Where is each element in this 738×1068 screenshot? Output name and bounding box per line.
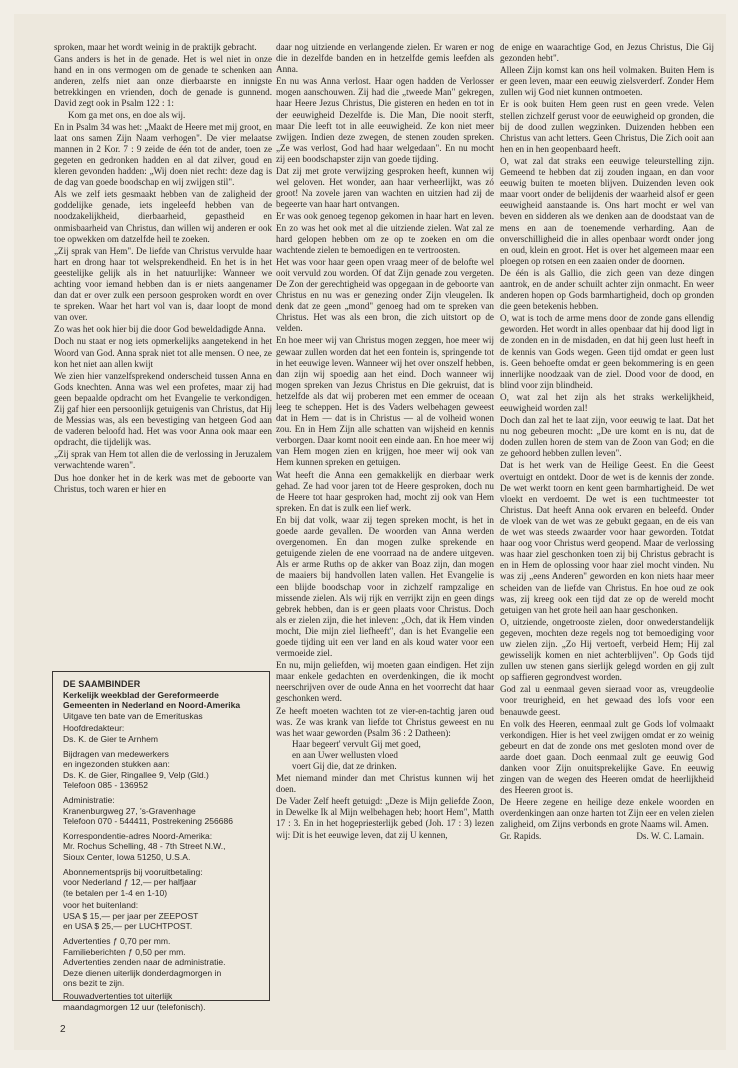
admin-address: Kranenburgweg 27, 's-Gravenhage: [63, 805, 196, 816]
masthead-title: DE SAAMBINDER: [63, 679, 141, 689]
signature-place: Gr. Rapids.: [500, 830, 542, 841]
ads-note: ons bezit te zijn.: [63, 978, 125, 989]
paragraph: En nu was Anna verlost. Haar ogen hadden de Verlosser mogen aanschouwen. Zij had die „tweede Man" gekregen, haar Heere Jezus Christus, Die gisteren en heden en tot in der eeuwigheid Dezelfde is. Die Man, Die nooit sterft, maar Die leeft tot in alle eeuwigheid. Ze kon niet meer zwijgen. Indien deze zwegen, de stenen zouden spreken. „Ze was verlost, God had haar welgedaan". En nu mocht zij een boodschapster zijn van goede tijding.: [276, 76, 494, 164]
paragraph: daar nog uitziende en verlangende zielen. Er waren er nog die in dezelfde banden en in hetzelfde gemis leefden als Anna.: [276, 42, 494, 75]
psalm-verse-line: en aan Uwer wellusten vloed: [292, 749, 398, 760]
paragraph: De één is als Gallio, die zich geen van deze dingen aantrok, en de ander schuilt achter zijn onmacht. En weer anderen hopen op Gods barmhartigheid, doch op gronden die geen betekenis hebben.: [500, 267, 714, 312]
na-address: Sioux Center, Iowa 51250, U.S.A.: [63, 851, 191, 862]
paragraph: En volk des Heeren, eenmaal zult ge Gods lof volmaakt verkondigen. Hier is het veel zwijgen omdat er zo weinig gebeurt en dat de zonde ons met gesloten mond over de aarde doet gaan. Doch eenmaal zult ge eeuwig God danken voor Zijn onuitsprekelijke Gave. En eeuwig zingen van de wegen des Heeren omdat de heerlijkheid des Heeren groot is.: [500, 718, 714, 796]
psalm-quote: Kom ga met ons, en doe als wij.: [68, 109, 186, 120]
paragraph: O, wat is toch de arme mens door de zonde gans ellendig geworden. Het wordt in alles openbaar dat hij dood ligt in de zonden en in de misdaden, en dat hij geen lust heeft in de kennis van Gods wegen. Geen tijd omdat er geen lust is. Geen behoefte omdat er geen bekommering is en geen innerlijke noodzaak van de ziel. Dood voor de dood, en blind voor zijn blindheid.: [500, 313, 714, 390]
paragraph: Wat heeft die Anna een gemakkelijk en dierbaar werk gehad. Ze had voor jaren tot de Heere gesproken, doch nu de Heere tot haar gesproken had, mocht zij ook van Hem spreken. En dat is zulk een lief werk.: [276, 469, 494, 513]
paragraph: God zal u eenmaal geven sieraad voor as, vreugdeolie voor treurigheid, en het gewaad des lofs voor een benauwde geest.: [500, 684, 714, 717]
contrib-label: Bijdragen van medewerkers: [63, 748, 169, 759]
paragraph: Dat is het werk van de Heilige Geest. En die Geest overtuigt en ontdekt. Door de wet is de kennis der zonde. De wet werkt toorn en kent geen barmhartigheid. De wet vloekt en verdoemt. De wet is een tuchtmeester tot Christus. Dat heeft Anna ook ervaren en beleefd. Onder de vloek van de wet was ze gebukt gegaan, en de eis van de wet was steeds zwaarder voor haar geworden. Totdat haar oog voor Christus werd geopend. Maar de verlossing was haar ziel geschonken toen zij bij Christus gebracht is en in Hem de oplossing voor haar ziel mocht vinden. Nu was zij „eens Anderen" geworden en kon niets haar meer scheiden van de liefde van Christus. En hoe oud ze ook was, zij kreeg ook een tijd dat ze op de wereld mocht getuigen van het grote heil aan haar geschonken.: [500, 460, 714, 615]
paragraph: En bij dat volk, waar zij tegen spreken mocht, is het in goede aarde gevallen. De woorden van Anna werden overgenomen. En dan mogen zulke sprekende en getuigende zielen de ene voorraad na de andere uitgeven. Als er arme Ruths op de akker van Boaz zijn, dan mogen de maaiers bij handvollen laten vallen. Het Evangelie is een blijde boodschap voor in zichzelf rampzalige en missende zielen. Als wij rijk en verrijkt zijn en geen dings gebrek hebben, dan is er geen plaats voor Christus. Doch als er zielen zijn, die het inleven: „Och, dat ik Hem vinden mocht, Die mijn ziel liefheeft", dan is het Evangelie een goede tijding uit een ver land en als koud water voor een vermoeide ziel.: [276, 514, 494, 659]
psalm-verse-line: Haar begeert' vervult Gij met goed,: [292, 738, 421, 749]
contrib-address: Ds. K. de Gier, Ringallee 9, Velp (Gld.): [63, 769, 209, 780]
admin-label: Administratie:: [63, 794, 115, 805]
article-column-3: [500, 42, 714, 842]
contrib-label: en ingezonden stukken aan:: [63, 759, 170, 770]
paragraph: Doch nu staat er nog iets opmerkelijks aangetekend in het Woord van God. Anna sprak niet tot alle mensen. O nee, ze kon het niet aan allen kwijt: [54, 336, 272, 369]
na-address: Mr. Rochus Schelling, 48 - 7th Street N.W.,: [63, 841, 226, 852]
admin-phone: Telefoon 070 - 544411, Postrekening 256686: [63, 816, 233, 827]
editor-label: Hoofdredakteur:: [63, 723, 125, 734]
subscription-usa: USA $ 15,— per jaar per ZEEPOST: [63, 910, 199, 921]
subscription-usa: en USA $ 25,— per LUCHTPOST.: [63, 921, 193, 932]
paragraph: „Zij sprak van Hem". De liefde van Christus vervulde haar hart en drong haar tot welsprekendheid. En het is in het geestelijke gelijk als in het natuurlijke: Wanneer we achting voor iemand hebben dan is er niets aangenamer dan dat er over zulk een persoon gesproken wordt en over te spreken. Waar het hart vol van is, daar loopt de mond van over.: [54, 245, 272, 323]
paragraph: O, wat zal het zijn als het straks werkelijkheid, eeuwigheid worden zal!: [500, 391, 714, 413]
paragraph: En nu, mijn geliefden, wij moeten gaan eindigen. Het zijn maar enkele gedachten en overdenkingen, die ik mocht neerschrijven over de oude Anna en het voorrecht dat haar geschonken werd.: [276, 660, 494, 704]
psalm-verse-line: voert Gij die, dat ze drinken.: [292, 761, 397, 771]
paragraph: Ze heeft moeten wachten tot ze vier-en-tachtig jaren oud was. Ze was krank van liefde tot Christus geweest en nu was het waar geworden (Psalm 36 : 2 Datheen):: [276, 705, 494, 738]
paragraph: O, uitziende, ongetrooste zielen, door onwederstandelijk gegeven, mochten deze regels nog tot bemoediging voor uw zielen zijn. „Zo Hij vertoeft, verbeid Hem; Hij zal gewisselijk komen en niet achterblijven". Op Gods tijd zullen uw stenen gans sierlijk gelegd worden en gij zult op saffieren gegrondvest worden.: [500, 616, 714, 683]
ads-price: Advertenties ƒ 0,70 per mm.: [63, 936, 171, 947]
paragraph: Gans anders is het in de genade. Het is wel niet in onze hand en in ons vermogen om de genade te schenken aan anderen, zelfs niet aan onze dierbaarste en innigste betrekkingen en vrienden, doch de genade is gunnend. David zegt ook in Psalm 122 : 1:: [54, 54, 272, 109]
article-column-1: [54, 42, 272, 495]
ads-note: Advertenties zenden naar de administratie.: [63, 957, 226, 968]
subscription-label: Abonnementsprijs bij vooruitbetaling:: [63, 866, 203, 877]
subscription-nl-terms: (te betalen per 1-4 en 1-10): [63, 887, 168, 898]
signature-line: [500, 831, 714, 842]
paragraph: Alleen Zijn komst kan ons heil volmaken. Buiten Hem is er geen leven, maar een eeuwig zielsverderf. Zonder Hem zullen wij God niet kunnen ontmoeten.: [500, 65, 714, 98]
newspaper-page: [14, 14, 726, 1050]
subscription-nl: voor Nederland ƒ 12,— per halfjaar: [63, 877, 197, 888]
paragraph: Met niemand minder dan met Christus kunnen wij het doen.: [276, 773, 494, 795]
paragraph: Er was ook genoeg tegenop gekomen in haar hart en leven. En zo was het ook met al die uitziende zielen. Wat zal ze hard gelopen hebben om ze op te zoeken en om die wachtende zielen te bemoedigen en te vertroosten.: [276, 211, 494, 255]
paragraph: De Heere zegene en heilige deze enkele woorden en overdenkingen aan onze harten tot Zijn eer en velen zielen zaligheid, om Zijns verbonds en grote Naams wil. Amen.: [500, 797, 714, 830]
paragraph: Er is ook buiten Hem geen rust en geen vrede. Velen stellen zichzelf gerust voor de eeuwigheid op gronden, die bij de dood zullen wegzinken. Duizenden hebben een Christus van acht letters. Geen Christus, Die Zich ooit aan hen en in hen geopenbaard heeft.: [500, 99, 714, 154]
paragraph: sproken, maar het wordt weinig in de praktijk gebracht.: [54, 42, 257, 52]
paragraph: Dat zij met grote verwijzing gesproken heeft, kunnen wij wel geloven. Het wonder, aan haar verheerlijkt, was zó groot! Na zovele jaren van wachten en uitzien had zij de begeerte van haar hart ontvangen.: [276, 166, 494, 210]
family-ads-price: Familieberichten ƒ 0,50 per mm.: [63, 946, 186, 957]
paragraph: de enige en waarachtige God, en Jezus Christus, Die Gij gezonden hebt".: [500, 42, 714, 64]
paragraph: En hoe meer wij van Christus mogen zeggen, hoe meer wij gewaar zullen worden dat het een fontein is, springende tot in het eeuwige leven. Wanneer wij het over onszelf hebben, dan zijn wij spoedig aan het eind. Doch wanneer wij mogen spreken van Jezus Christus en Die gekruist, dat is hetzelfde als dat wij proberen met een emmer de oceaan leeg te scheppen. Het is des Vaders welbehagen geweest dat in Hem — dat is in Christus — al de volheid wonen zou. En in Hem Zijn alle schatten van wijsheid en kennis verborgen. Daar komt nooit een einde aan. En hoe meer wij van Hem mogen zien en krijgen, hoe meer wij ook van Hem kunnen spreken en getuigen.: [276, 335, 494, 468]
masthead-subtitle: Kerkelijk weekblad der Gereformeerde Gemeenten in Nederland en Noord-Amerika: [63, 689, 241, 711]
paragraph: We zien hier vanzelfsprekend onderscheid tussen Anna en Gods knechten. Anna was wel een profetes, maar zij had geen bepaalde opdracht om het Evangelie te verkondigen. Zij gaf hier een persoonlijk getuigenis van Christus, dat Hij de Messias was, als een bevestiging van hetgeen God aan de vaderen beloofd had. Het was voor Anna ook maar een opdracht, die tijdelijk was.: [54, 370, 272, 448]
paragraph: En in Psalm 34 was het: „Maakt de Heere met mij groot, en laat ons samen Zijn Naam verhogen". De vier melaatse mannen in 2 Kor. 7 : 9 zeide de één tot de ander, toen ze gegeten en gedronken hadden en al dat zilver, goud en kleren gevonden hadden: „Wij doen niet recht: deze dag is de dag van goede boodschap en wij zwijgen stil".: [54, 121, 272, 188]
subscription-abroad-label: voor het buitenland:: [63, 900, 139, 911]
page-number: 2: [60, 1024, 66, 1035]
masthead-publisher-note: Uitgave ten bate van de Emerituskas: [63, 710, 203, 721]
paragraph: Als we zelf iets gesmaakt hebben van de zaligheid der goddelijke genade, iets ingeleefd hebben van de noodzakelijkheid, dierbaarheid, gepastheid en onmisbaarheid van Christus, dan willen wij anderen er ook toe opwekken om datzelfde heil te zoeken.: [54, 189, 272, 244]
contrib-phone: Telefoon 085 - 136952: [63, 780, 149, 791]
editor-name: Ds. K. de Gier te Arnhem: [63, 733, 159, 744]
mourning-ads-note: maandagmorgen 12 uur (telefonisch).: [63, 1001, 206, 1012]
ads-note: Deze dienen uiterlijk donderdagmorgen in: [63, 967, 222, 978]
masthead-box: [52, 671, 270, 1012]
article-column-2: [276, 42, 494, 841]
paragraph: De Vader Zelf heeft getuigd: „Deze is Mijn geliefde Zoon, in Dewelke Ik al Mijn welbehagen heb; hoort Hem", Matth 17 : 3. En in het hogepriesterlijk gebed (Joh. 17 : 3) lezen wij: Dit is het eeuwige leven, dat zij U kennen,: [276, 796, 494, 840]
paragraph: Dus hoe donker het in de kerk was met de geboorte van Christus, toch waren er hier en: [54, 472, 272, 494]
mourning-ads-note: Rouwadvertenties tot uiterlijk: [63, 991, 173, 1002]
paragraph: „Zij sprak van Hem tot allen die de verlossing in Jeruzalem verwachtende waren".: [54, 449, 272, 471]
na-label: Korrespondentie-adres Noord-Amerika:: [63, 830, 213, 841]
paragraph: Doch dan zal het te laat zijn, voor eeuwig te laat. Dat het nu nog gebeuren mocht: „De ure komt en is nu, dat de doden zullen horen de stem van de Zoon van God; en die ze gehoord hebben zullen leven".: [500, 415, 714, 459]
paragraph: Het was voor haar geen open vraag meer of de beloftе wel ooit vervuld zou worden. Of dat Zijn genade zou vergeten. De Zon der gerechtigheid was opgegaan in de geboorte van Christus en nu was er genezing onder Zijn vleugelen. Ik denk dat ze geen „mond" genoeg had om te spreken van Christus. Het was als een bron, die zich uitstort op de velden.: [276, 256, 494, 334]
paragraph: Zo was het ook hier bij die door God beweldadigde Anna.: [54, 324, 266, 335]
paragraph: O, wat zal dat straks een eeuwige teleurstelling zijn. Gemeend te hebben dat zij zouden ingaan, en dan voor eeuwig buiten te moeten blijven. Duizenden leven ook maar voort onder de belijdenis der waarheid alsof er geen eeuwigheid aanstaande is. Ons hart mocht er wel van beven en sidderen als we denken aan de doodstaat van de mens en aan de toenemende verharding. Aan de onverschilligheid die in alles openbaar wordt onder jong en oud, klein en groot. Het is over het algemeen maar een ploegen op rotsen en een zaaien onder de doornen.: [500, 155, 714, 266]
signature-author: Ds. W. C. Lamain.: [636, 830, 704, 841]
